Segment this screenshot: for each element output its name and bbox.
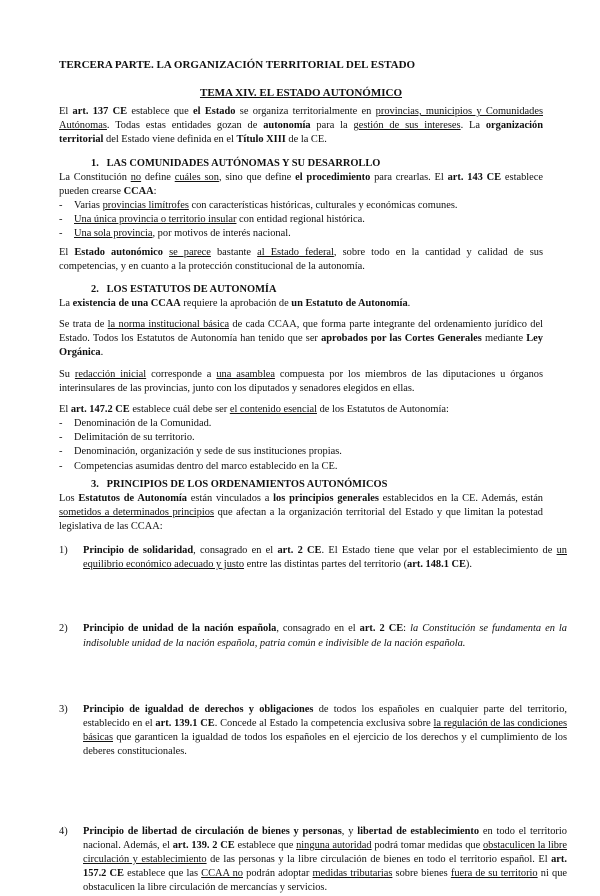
- section-2-paragraph-4: El art. 147.2 CE establece cuál debe ser el contenido esencial de los Estatutos de Autonomía:: [59, 404, 449, 415]
- principle-item-2: 2) Principio de unidad de la nación española, consagrado en el art. 2 CE: la Constitución se fundamenta en la indisoluble unidad de la nación española, patria común e indivisible de la nación española.: [59, 623, 567, 649]
- topic-title: TEMA XIV. EL ESTADO AUTONÓMICO: [199, 87, 403, 99]
- principle-item-1: 1) Principio de solidaridad, consagrado en el art. 2 CE. El Estado tiene que velar por el establecimiento de un equilibrio económico adecuado y justo entre las distintas partes del territorio (art. 148.1 CE).: [59, 545, 567, 571]
- list-item: - Denominación de la Comunidad.: [59, 417, 543, 431]
- section-2-paragraph-1: La existencia de una CCAA requiere la aprobación de un Estatuto de Autonomía.: [59, 298, 411, 309]
- ccaa-creation-list: [59, 199, 543, 242]
- list-item: - Denominación, organización y sede de sus instituciones propias.: [59, 445, 543, 459]
- intro-paragraph: El art. 137 CE establece que el Estado se organiza territorialmente en provincias, municipios y Comunidades Autónomas. Todas estas entidades gozan de autonomía para la gestión de sus intereses. La organización territorial del Estado viene definida en el Título XIII de la CE.: [59, 106, 544, 146]
- list-item: - Una única provincia o territorio insular con entidad regional histórica.: [59, 213, 543, 227]
- estado-autonomico-paragraph: El Estado autonómico se parece bastante al Estado federal, sobre todo en la cantidad y calidad de sus competencias, y en cuanto a la protección constitucional de la autonomía.: [59, 247, 543, 273]
- section-1-heading: 1. LAS COMUNIDADES AUTÓNOMAS Y SU DESARROLLO: [91, 158, 381, 169]
- section-3-paragraph: Los Estatutos de Autonomía están vinculados a los principios generales establecidos en la CE. Además, están sometidos a determinados principios que afectan a la organización territorial del Estado y que limitan la potestad legislativa de las CCAA:: [59, 493, 544, 533]
- contenido-esencial-list: [59, 417, 543, 474]
- section-1-paragraph: La Constitución no define cuáles son, sino que define el procedimiento para crearlas. El art. 143 CE establece pueden crearse CCAA:: [59, 172, 543, 198]
- part-title: TERCERA PARTE. LA ORGANIZACIÓN TERRITORIAL DEL ESTADO: [59, 59, 416, 71]
- list-item: - Una sola provincia, por motivos de interés nacional.: [59, 227, 543, 241]
- section-2-paragraph-2: Se trata de la norma institucional básica de cada CCAA, que forma parte integrante del ordenamiento jurídico del Estado. Todos los Estatutos de Autonomía han tenido que ser aprobados por las Cortes Generales mediante Ley Orgánica.: [59, 319, 544, 359]
- section-3-heading: 3. PRINCIPIOS DE LOS ORDENAMIENTOS AUTONÓMICOS: [91, 479, 388, 490]
- section-2-heading: 2. LOS ESTATUTOS DE AUTONOMÍA: [91, 284, 277, 295]
- principle-item-3: 3) Principio de igualdad de derechos y obligaciones de todos los españoles en cualquier parte del territorio, establecido en el art. 139.1 CE. Concede al Estado la competencia exclusiva sobre la regulación de las condiciones básicas que garanticen la igualdad de todos los españoles en el ejercicio de los derechos y el cumplimiento de los deberes constitucionales.: [59, 703, 567, 758]
- list-item: - Competencias asumidas dentro del marco establecido en la CE.: [59, 460, 543, 474]
- section-2-paragraph-3: Su redacción inicial corresponde a una asamblea compuesta por los miembros de las diputaciones u órganos interinsulares de las provincias, junto con los diputados y senadores elegidos en ellas.: [59, 369, 544, 395]
- list-item: - Delimitación de su territorio.: [59, 431, 543, 445]
- list-item: - Varias provincias limítrofes con características históricas, culturales y económicas comunes.: [59, 199, 543, 213]
- principle-item-4: 4) Principio de libertad de circulación de bienes y personas, y libertad de establecimiento en todo el territorio nacional. Además, el art. 139. 2 CE establece que ninguna autoridad podrá tomar medidas que obstaculicen la libre circulación y establecimiento de las personas y la libre circulación de bienes en todo el territorio español. El art. 157.2 CE establece que las CCAA no podrán adoptar medidas tributarias sobre bienes fuera de su territorio ni que obstaculicen la libre circulación de mercancías y servicios.: [59, 825, 568, 894]
